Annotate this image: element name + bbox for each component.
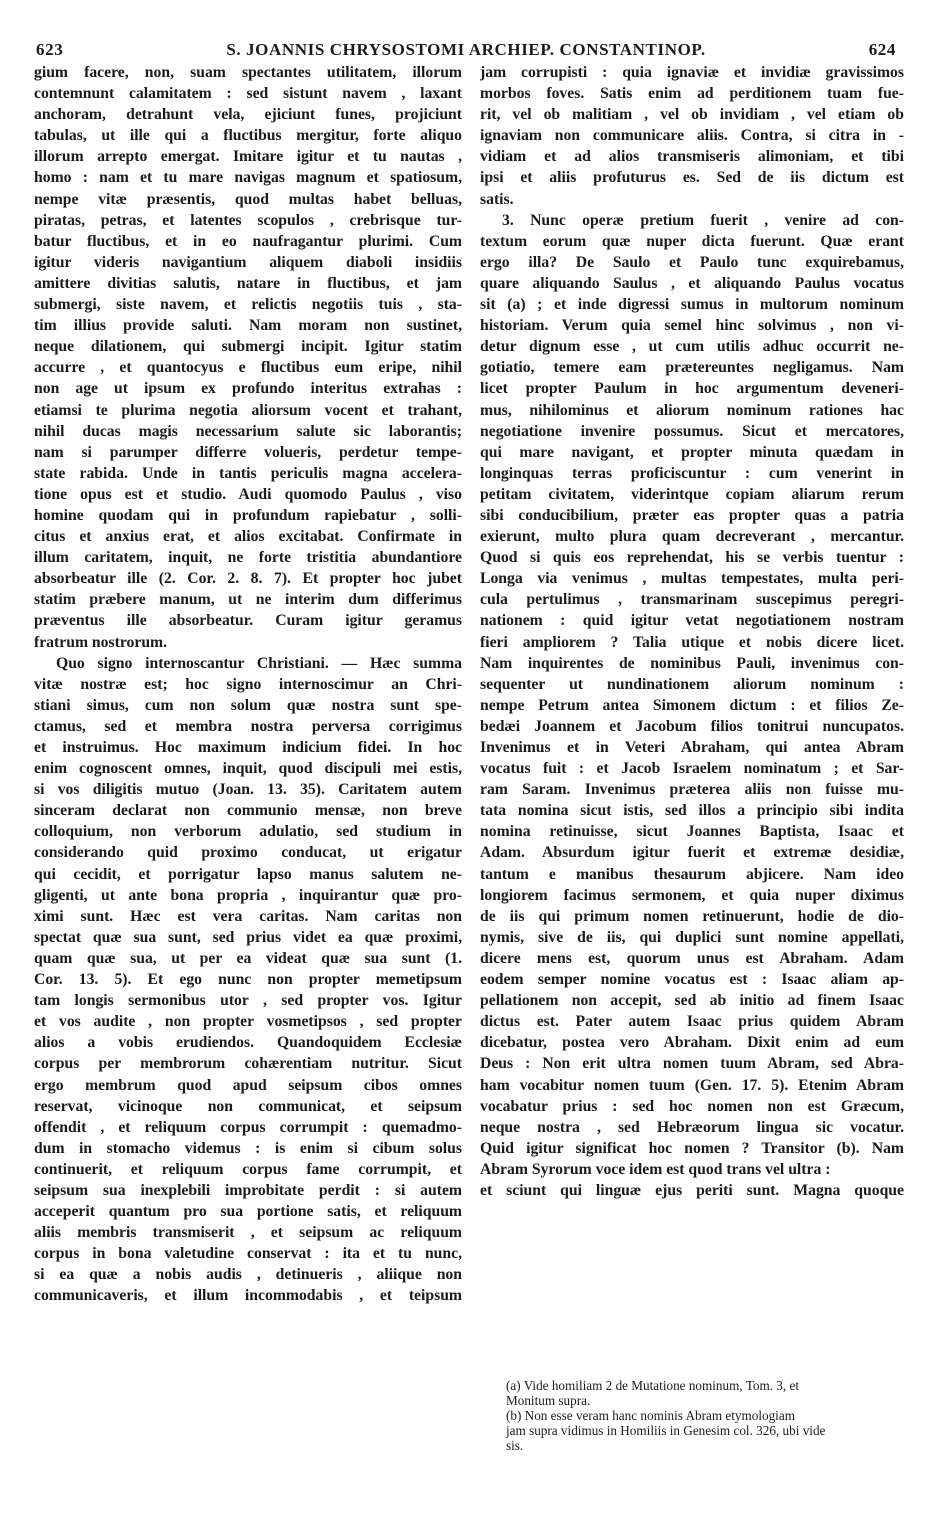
- text-line: nationem : quid igitur vetat negotiationem nostram: [480, 612, 904, 630]
- text-line: nempe vitæ præsentis, quod multas habet belluas,: [34, 190, 462, 208]
- text-line: petitam civitatem, viderintque copiam aliarum rerum: [480, 485, 904, 503]
- text-line: statim præbere manum, ut ne interim dum differimus: [34, 591, 462, 609]
- text-line: Invenimus et in Veteri Abraham, qui antea Abram: [480, 739, 904, 756]
- text-line: amittere divitias salutis, natare in fluctibus, et jam: [34, 274, 462, 292]
- text-line: detur dignum esse , ut cum utilis adhuc occurrit ne-: [480, 338, 904, 356]
- footnote-line: Monitum supra.: [506, 1393, 591, 1408]
- text-line: submergi, siste navem, et relictis negotiis tuis , sta-: [34, 296, 462, 314]
- text-line: si vos diligitis mutuo (Joan. 13. 35). Caritatem autem: [34, 781, 462, 799]
- footnotes: [506, 1378, 904, 1453]
- text-line: longiorem facimus sermonem, et quia nuper diximus: [480, 886, 904, 904]
- text-line: si ea quæ a nobis audis , detinueris , aliique non: [34, 1266, 462, 1284]
- running-header: [36, 38, 896, 62]
- text-line: homine quodam qui in profundum rapiebatur , solli-: [34, 506, 462, 524]
- text-line: fratrum nostrorum.: [34, 633, 168, 651]
- text-line: dicere mens est, quorum unus est Abraham. Adam: [480, 949, 904, 967]
- text-line: Adam. Absurdum igitur fuerit et extremæ desidiæ,: [480, 844, 904, 862]
- text-line: dum in stomacho videmus : is enim si cibum solus: [34, 1139, 462, 1157]
- text-line: sinceram declarat non communio mensæ, non breve: [34, 802, 462, 820]
- text-line: vitæ nostræ est; hoc signo internoscimur an Chri-: [34, 675, 462, 693]
- text-line: gium facere, non, suam spectantes utilitatem, illorum: [34, 64, 462, 81]
- text-line: qui mare navigant, et propter minuta quædam in: [480, 443, 904, 461]
- page-number-right: 624: [868, 40, 896, 59]
- text-line: bedæi Joannem et Jacobum filios tonitrui nuncupatos.: [480, 717, 904, 735]
- text-line: ctamus, sed et membra nostra perversa corrigimus: [34, 717, 462, 735]
- text-line: corpus in bona valetudine conservat : ita et tu nunc,: [34, 1245, 462, 1263]
- text-line: communicaveris, et illum incommodabis , et teipsum: [34, 1287, 462, 1305]
- text-line: sequenter ut nundinationem aliorum nominum :: [480, 675, 904, 693]
- text-line: satis.: [480, 190, 514, 208]
- footnote-line: sis.: [506, 1438, 524, 1453]
- text-line: continuerit, et reliquum corpus fame corrumpit, et: [34, 1160, 462, 1178]
- text-line: colloquium, non verborum adulatio, sed studium in: [34, 823, 462, 841]
- text-line: ignaviam non communicare aliis. Contra, si citra in -: [480, 127, 904, 145]
- text-line: eodem semper nomine vocatus est : Isaac aliam ap-: [480, 971, 904, 989]
- text-line: historiam. Verum quia semel hinc solvimus , non vi-: [480, 317, 904, 335]
- text-line: morbos foves. Satis enim ad perditionem tuam fue-: [480, 85, 904, 103]
- text-line: et vos audite , non propter vosmetipsos , sed propter: [34, 1013, 462, 1031]
- text-line: neque nostra , sed Hebræorum lingua sic vocatur.: [480, 1118, 904, 1136]
- text-line: 3. Nunc operæ pretium fuerit , venire ad con-: [502, 211, 904, 229]
- text-line: licet propter Paulum in hoc argumentum deveneri-: [480, 380, 904, 398]
- text-line: ximi sunt. Hæc est vera caritas. Nam caritas non: [34, 907, 462, 925]
- text-line: tabulas, ut ille qui a fluctibus mergitur, forte aliquo: [34, 127, 462, 145]
- text-line: state rabida. Unde in tantis periculis magna accelera-: [34, 464, 462, 482]
- text-line: ipsi et aliis profuturus es. Sed de iis dictum est: [480, 169, 904, 187]
- text-line: considerando quid proximo conducat, ut erigatur: [34, 844, 462, 862]
- page-number-left: 623: [36, 40, 64, 59]
- text-line: textum eorum quæ nuper dicta fuerunt. Quæ erant: [480, 232, 904, 250]
- text-line: corpus per membrorum cohærentiam nutritur. Sicut: [34, 1055, 462, 1073]
- text-line: accurre , et quantocyus e fluctibus eum eripe, nihil: [34, 359, 462, 377]
- text-line: anchoram, detrahunt vela, ejiciunt funes, projiciunt: [34, 106, 462, 124]
- text-line: Nam inquirentes de nominibus Pauli, invenimus con-: [480, 654, 904, 672]
- text-line: acceperit quantum pro sua portione satis, et reliquum: [34, 1203, 462, 1221]
- text-line: quam quæ sua, ut per ea videat quæ sua sunt (1.: [34, 949, 462, 967]
- text-line: illum caritatem, inquit, ne forte tristitia abundantiore: [34, 549, 462, 567]
- text-line: nihil ducas magis necessarium salute sic laborantis;: [34, 422, 462, 440]
- text-line: et instruimus. Hoc maximum indicium fidei. In hoc: [34, 739, 462, 756]
- text-line: ergo membrum quod apud seipsum cibos omnes: [34, 1076, 462, 1094]
- text-line: stiani simus, cum non solum quæ nostra sunt spe-: [34, 696, 462, 714]
- text-line: tam longis sermonibus utor , sed propter vos. Igitur: [34, 992, 462, 1010]
- text-line: de iis qui primum nomen retinuerunt, hodie de dio-: [480, 907, 904, 925]
- text-line: alios a vobis erudiendos. Quandoquidem Ecclesiæ: [34, 1034, 462, 1052]
- text-line: gligenti, ut ante bona propria , inquirantur quæ pro-: [34, 886, 462, 904]
- text-line: cula pertulimus , transmarinam suscepimus peregri-: [480, 591, 904, 609]
- text-line: negotiatione invenire possumus. Sicut et mercatores,: [480, 422, 904, 440]
- text-line: spectat quæ sua sunt, sed prius videt ea quæ proximi,: [34, 928, 462, 946]
- text-line: homo : nam et tu mare navigas magnum et spatiosum,: [34, 169, 462, 187]
- text-line: nempe Petrum antea Simonem dictum : et filios Ze-: [480, 696, 904, 714]
- text-line: tim illius provide saluti. Nam moram non sustinet,: [34, 317, 462, 335]
- text-line: sibi conducibilium, præter eas propter quas a patria: [480, 506, 904, 524]
- text-line: tione opus est et studio. Audi quomodo Paulus , viso: [34, 485, 462, 503]
- text-line: etiamsi te plurima negotia aliorsum vocent et trahant,: [34, 401, 462, 419]
- text-line: Deus : Non erit ultra nomen tuum Abram, sed Abra-: [480, 1055, 904, 1073]
- footnote-line: (b) Non esse veram hanc nominis Abram etymologiam: [506, 1408, 795, 1423]
- text-line: piratas, petras, et latentes scopulos , crebrisque tur-: [34, 211, 462, 229]
- text-line: Quid igitur significat hoc nomen ? Transitor (b). Nam: [480, 1139, 904, 1157]
- text-line: vocabatur prius : sed hoc nomen non est Græcum,: [480, 1097, 904, 1115]
- text-line: reservat, vicinoque non communicat, et seipsum: [34, 1097, 462, 1115]
- text-line: seipsum sua inexplebili improbitate perdit : si autem: [34, 1181, 462, 1199]
- text-line: tata nomina sicut istis, sed illos a principio sibi indita: [480, 802, 904, 820]
- text-line: nomina retinuisse, sicut Joannes Baptista, Isaac et: [480, 823, 904, 841]
- footnote-line: jam supra vidimus in Homiliis in Genesim col. 326, ubi vide: [506, 1423, 826, 1438]
- text-line: qui cecidit, et porrigatur lapso manus salutem ne-: [34, 865, 462, 883]
- text-line: aliis membris transmiserit , et seipsum ac reliquum: [34, 1224, 462, 1242]
- text-line: vidiam et ad alios transmiseris alimoniam, et tibi: [480, 148, 904, 166]
- text-line: sit (a) ; et inde digressi sumus in multorum nominum: [480, 296, 904, 314]
- text-line: ram Saram. Invenimus præterea aliis non fuisse mu-: [480, 781, 904, 799]
- text-line: igitur videris navigantium aliquem diaboli insidiis: [34, 253, 462, 271]
- text-line: dicebatur, postea vero Abraham. Dixit enim ad eum: [480, 1034, 904, 1052]
- right-column: [480, 62, 904, 1367]
- text-line: tantum e manibus thesaurum abjicere. Nam ideo: [480, 865, 904, 883]
- footnote-line: (a) Vide homiliam 2 de Mutatione nominum, Tom. 3, et: [506, 1378, 800, 1393]
- text-line: mus, nihilominus et aliorum nominum rationes hac: [480, 401, 904, 419]
- text-line: citus et anxius erat, et alios excitabat. Confirmate in: [34, 528, 462, 546]
- text-line: offendit , et reliquum corpus corrumpit : quemadmo-: [34, 1118, 462, 1136]
- text-line: ham vocabitur nomen tuum (Gen. 17. 5). Etenim Abram: [480, 1076, 904, 1094]
- text-line: Cor. 13. 5). Et ego nunc non propter memetipsum: [34, 971, 462, 989]
- text-line: dictus est. Pater autem Isaac prius quidem Abram: [480, 1013, 904, 1031]
- text-line: quare aliquando Saulus , et aliquando Paulus vocatus: [480, 274, 904, 292]
- text-line: ergo illa? De Saulo et Paulo tunc exquirebamus,: [480, 253, 904, 271]
- text-line: contemnunt calamitatem : sed sistunt navem , laxant: [34, 85, 462, 103]
- text-line: non age ut ipsum ex profundo interitus extrahas :: [34, 380, 462, 398]
- text-line: gotiatio, temere eam prætereuntes negligamus. Nam: [480, 359, 904, 377]
- text-line: nam si parumper differre volueris, perdetur tempe-: [34, 443, 462, 461]
- text-line: Quod si quis eos reprehendat, his se verbis tuentur :: [480, 549, 904, 567]
- text-line: nymis, sive de iis, qui duplici sunt nomine appellati,: [480, 928, 904, 946]
- text-line: Longa via venimus , multas tempestates, multa peri-: [480, 570, 904, 588]
- text-line: vocatus fuit : et Jacob Israelem nominatum ; et Sar-: [480, 760, 904, 778]
- text-line: batur fluctibus, et in eo naufragantur plurimi. Cum: [34, 232, 462, 250]
- text-line: longinquas terras proficiscuntur : cum venerint in: [480, 464, 904, 482]
- running-title: S. JOANNIS CHRYSOSTOMI ARCHIEP. CONSTANTINOP.: [226, 40, 706, 59]
- text-line: Abram Syrorum voce idem est quod trans vel ultra :: [480, 1160, 831, 1178]
- text-line: rit, vel ob malitiam , vel ob invidiam , vel etiam ob: [480, 106, 904, 124]
- text-line: neque dilationem, qui submergi incipit. Igitur statim: [34, 338, 462, 356]
- text-line: exierunt, multo plura quam decreverant , mercantur.: [480, 528, 904, 546]
- text-line: præventus ille absorbeatur. Curam igitur geramus: [34, 612, 462, 630]
- text-line: illorum arrepto emergat. Imitare igitur et tu nautas ,: [34, 148, 462, 166]
- text-line: et sciunt qui linguæ ejus periti sunt. Magna quoque: [480, 1181, 904, 1199]
- text-line: Quo signo internoscantur Christiani. — Hæc summa: [56, 654, 462, 672]
- left-column: [34, 62, 462, 1472]
- text-line: absorbeatur ille (2. Cor. 2. 8. 7). Et propter hoc jubet: [34, 570, 462, 588]
- text-line: enim cognoscent omnes, inquit, quod discipuli mei estis,: [34, 760, 462, 778]
- text-line: fieri ampliorem ? Talia utique et nobis dicere licet.: [480, 633, 904, 651]
- text-line: jam corrupisti : quia ignaviæ et invidiæ gravissimos: [480, 64, 904, 81]
- text-line: pellationem non accepit, sed ab initio ad finem Isaac: [480, 992, 904, 1010]
